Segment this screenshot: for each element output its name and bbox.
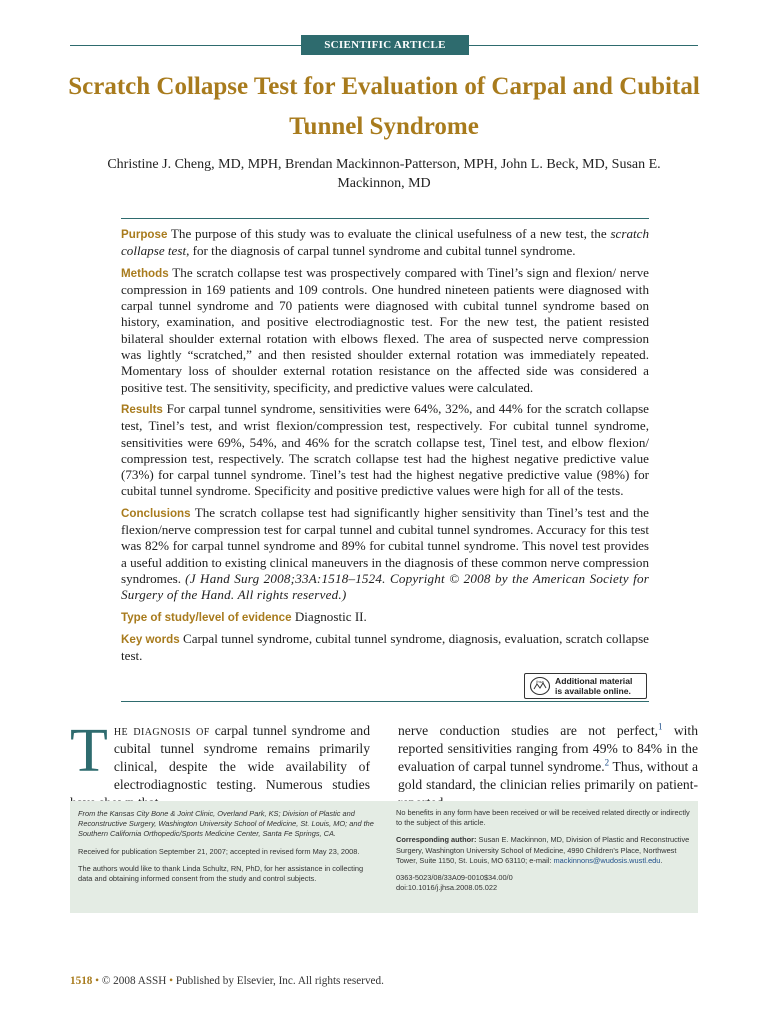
corresponding-text: Susan E. Mackinnon, MD, Division of Plastic and Reconstructive Surgery, Washington University School of Medicine, 4990 Children’s Place, Northwest Tower, Suite 1150, St. Louis, MO 63110; e-mail:	[396, 835, 690, 865]
citation: (J Hand Surg 2008;33A:1518–1524. Copyright © 2008 by the American Society for Surgery of the Hand. All rights reserved.)	[121, 570, 650, 603]
abstract	[121, 226, 649, 669]
body-text-left: carpal tunnel syndrome and cubital tunnel syndrome remains primarily clinical, despite the wide availability of electrodiagnostic testing. Numerous studies	[113, 723, 370, 792]
body-column-left	[70, 717, 370, 812]
abstract-study-type	[121, 609, 649, 626]
study-type-text: Diagnostic II.	[294, 608, 367, 624]
drop-cap: T	[70, 717, 108, 785]
acknowledgment-note: The authors would like to thank Linda Schultz, RN, PhD, for her assistance in collecting data and obtaining informed consent from the study and control subjects.	[78, 863, 364, 884]
methods-label: Methods	[121, 266, 169, 280]
purpose-text: The purpose of this study was to evaluate the clinical usefulness of a new test, the	[170, 226, 607, 241]
results-text: For carpal tunnel syndrome, sensitivities were 64%, 32%, and 44% for the scratch collapse test, Tinel’s test, and wrist flexion/compression test, respectively. For cubital tunnel syndrome, sensitivities were 69%, 54%, and 46% for the scratch collapse test, Tinel test, and elbow flexion/ compression test, respectively. The scratch collapse test had the highest negative predictive value (73%) for carpal tunnel syndrome. Tinel’s test had the highest negative predictive value (98%) for cubital tunnel syndrome. Specificity and positive predictive values were high for all of the tests.	[121, 400, 649, 499]
email-period: .	[660, 855, 663, 865]
results-label: Results	[121, 402, 163, 416]
abstract-methods	[121, 265, 649, 396]
online-icon-label: jhsa	[536, 679, 544, 684]
footnote-left-column	[78, 809, 374, 891]
author-list: Christine J. Cheng, MD, MPH, Brendan Mackinnon-Patterson, MPH, John L. Beck, MD, Susan E. Mackinnon, MD	[107, 157, 661, 191]
body-text-right-c: Thus, without a gold standard, the clinician relies primarily on patient-	[398, 759, 698, 792]
footnote-right-column	[396, 808, 692, 900]
affiliation-note: From the Kansas City Bone & Joint Clinic, Overland Park, KS; Division of Plastic and Reconstructive Surgery, Washington University School of Medicine, St. Louis, MO; and the Southern California Orthopedic/Sports Medicine Center, Santa Fe Springs, CA.	[78, 809, 374, 839]
footer-separator-2: •	[166, 975, 176, 987]
online-material-text	[555, 676, 645, 696]
purpose-label: Purpose	[121, 228, 168, 241]
abstract-bottom-rule	[121, 701, 649, 702]
corresponding-author-note	[396, 835, 692, 866]
benefits-note: No benefits in any form have been received or will be received related directly or indirectly to the subject of this article.	[396, 808, 690, 828]
conclusions-text: The scratch collapse test had significantly higher sensitivity than Tinel’s test and the flexion/nerve compression test for carpal tunnel and cubital tunnel syndromes. Accuracy for this test was 82% for carpal tunnel syndrome and 89% for cubital tunnel syndrome. This novel test provides a useful addition to existing clinical maneuvers in the diagnosis of these common nerve compression syndromes.	[121, 504, 649, 586]
abstract-results	[121, 401, 649, 500]
online-material-badge[interactable]	[524, 673, 647, 699]
article-title: Scratch Collapse Test for Evaluation of Carpal and Cubital Tunnel Syndrome	[68, 73, 700, 140]
email-link[interactable]: mackinnons@wudosis.wustl.edu	[553, 855, 661, 865]
received-note: Received for publication September 21, 2007; accepted in revised form May 23, 2008.	[78, 846, 360, 856]
doi-link[interactable]: doi:10.1016/j.jhsa.2008.05.022	[396, 883, 498, 893]
study-type-label: Type of study/level of evidence	[121, 610, 292, 624]
purpose-test-name: scratch collapse test	[121, 226, 649, 259]
methods-text: The scratch collapse test was prospectively compared with Tinel’s sign and flexion/ nerve compression in 169 patients and 109 controls. One hundred nineteen patients were diagnosed with carpal tunnel syndrome and 70 patients were diagnosed with cubital tunnel syndrome based on history, examination, and positive electrodiagnostic test. For the new test, the patient resisted bilateral shoulder external rotation with elbows flexed. The area of suspected nerve compression was lightly “scratched,” and then resisted shoulder external rotation was immediately repeated. Momentary loss of shoulder external rotation resistance on the affected side was considered a positive test. The sensitivity, specificity, and predictive values were calculated.	[121, 264, 649, 395]
identifier-note	[396, 873, 692, 893]
issn-text: 0363-5023/08/33A09-0010$34.00/0	[396, 873, 513, 883]
lead-in-smallcaps: he diagnosis of	[113, 723, 210, 738]
abstract-keywords	[121, 631, 649, 665]
online-material-icon	[529, 676, 551, 696]
body-text-right-b: with reported sensitivities ranging from 49% to 84% in the evaluation of carpal tunnel syndrome.	[398, 723, 698, 774]
keywords-text: Carpal tunnel syndrome, cubital tunnel syndrome, diagnosis, evaluation, scratch collapse test.	[121, 630, 649, 664]
corresponding-label: Corresponding author:	[396, 835, 477, 845]
keywords-label: Key words	[121, 632, 180, 646]
purpose-text-end: , for the diagnosis of carpal tunnel syndrome and cubital tunnel syndrome.	[186, 243, 576, 259]
section-label: SCIENTIFIC ARTICLE	[301, 35, 469, 55]
footnote-box	[70, 801, 698, 913]
footer-copyright: © 2008 ASSH	[101, 975, 167, 987]
reference-link-2[interactable]: 2	[604, 757, 610, 768]
body-column-right	[398, 722, 698, 812]
online-line-1: Additional material	[555, 676, 633, 686]
footer-separator-1: •	[92, 975, 102, 987]
online-line-2: is available online.	[555, 686, 631, 696]
conclusions-label: Conclusions	[121, 506, 191, 520]
abstract-conclusions	[121, 505, 649, 604]
page-footer	[70, 975, 670, 987]
footer-publisher: Published by Elsevier, Inc. All rights reserved.	[175, 975, 384, 987]
reference-link-1[interactable]: 1	[658, 721, 663, 732]
body-text-right-a: nerve conduction studies are not perfect,	[398, 723, 659, 738]
page-number: 1518	[70, 975, 93, 987]
abstract-purpose	[121, 226, 649, 260]
abstract-top-rule	[121, 218, 649, 219]
